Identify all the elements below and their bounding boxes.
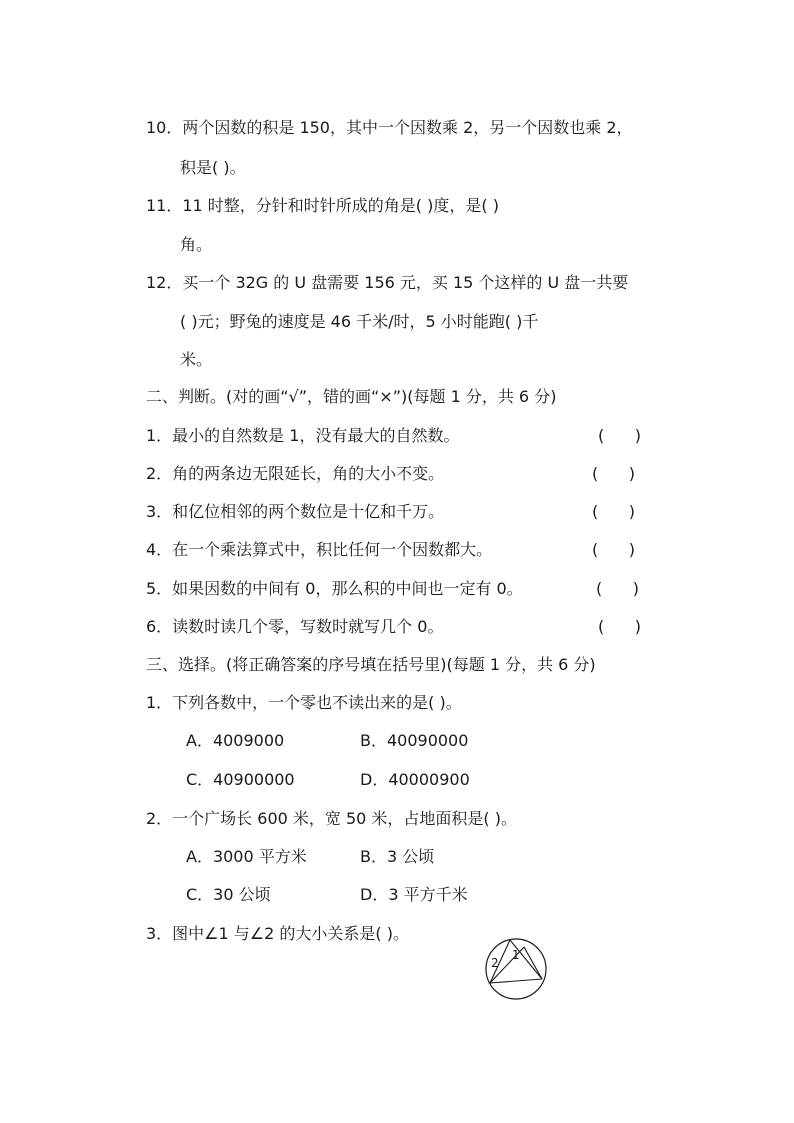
judge-answer-paren-1[interactable]: ( ) xyxy=(598,426,641,445)
choice-section-heading: 三、选择。(将正确答案的序号填在括号里)(每题 1 分，共 6 分) xyxy=(146,655,596,674)
question-11-line-2: 角。 xyxy=(180,235,213,254)
judge-item-3: 3．和亿位相邻的两个数位是十亿和千万。 xyxy=(146,502,445,521)
choice-q2-option-c[interactable]: C．30 公顷 xyxy=(186,885,271,904)
choice-q2-option-a[interactable]: A．3000 平方米 xyxy=(186,847,307,866)
judge-item-4: 4．在一个乘法算式中，积比任何一个因数都大。 xyxy=(146,540,493,559)
choice-q1-option-a[interactable]: A．4009000 xyxy=(186,731,285,750)
figure-chord-base xyxy=(490,979,542,983)
judge-item-2: 2．角的两条边无限延长，角的大小不变。 xyxy=(146,464,445,483)
judge-answer-paren-4[interactable]: ( ) xyxy=(592,540,635,559)
question-12-line-3: 米。 xyxy=(180,350,213,369)
figure-label-angle-2: 2 xyxy=(491,956,499,970)
choice-question-1-stem: 1．下列各数中，一个零也不读出来的是( )。 xyxy=(146,693,462,712)
judge-item-5: 5．如果因数的中间有 0，那么积的中间也一定有 0。 xyxy=(146,579,523,598)
judge-section-heading: 二、判断。(对的画“√”，错的画“×”)(每题 1 分，共 6 分) xyxy=(146,387,557,406)
choice-question-2-stem: 2．一个广场长 600 米，宽 50 米，占地面积是( )。 xyxy=(146,809,517,828)
circle-angle-figure xyxy=(484,937,548,1001)
judge-item-1: 1．最小的自然数是 1，没有最大的自然数。 xyxy=(146,426,460,445)
figure-chord-inner2 xyxy=(524,947,542,979)
judge-answer-paren-6[interactable]: ( ) xyxy=(598,617,641,636)
choice-q1-option-d[interactable]: D．40000900 xyxy=(360,770,470,789)
choice-q1-option-b[interactable]: B．40090000 xyxy=(360,731,469,750)
question-12-line-2: ( )元；野兔的速度是 46 千米/时，5 小时能跑( )千 xyxy=(180,312,539,331)
judge-answer-paren-5[interactable]: ( ) xyxy=(596,579,639,598)
choice-question-3-stem: 3．图中∠1 与∠2 的大小关系是( )。 xyxy=(146,924,409,943)
choice-q1-option-c[interactable]: C．40900000 xyxy=(186,770,295,789)
judge-answer-paren-2[interactable]: ( ) xyxy=(592,464,635,483)
judge-item-6: 6．读数时读几个零，写数时就写几个 0。 xyxy=(146,617,444,636)
choice-q2-option-d[interactable]: D．3 平方千米 xyxy=(360,885,468,904)
figure-label-angle-1: 1 xyxy=(512,948,520,962)
question-10-line-2: 积是( )。 xyxy=(180,158,246,177)
question-12-line-1: 12．买一个 32G 的 U 盘需要 156 元，买 15 个这样的 U 盘一共要 xyxy=(146,273,629,292)
question-11-line-1: 11．11 时整，分针和时针所成的角是( )度，是( ) xyxy=(146,196,499,215)
choice-q2-option-b[interactable]: B．3 公顷 xyxy=(360,847,435,866)
question-10-line-1: 10．两个因数的积是 150，其中一个因数乘 2，另一个因数也乘 2， xyxy=(146,118,633,137)
judge-answer-paren-3[interactable]: ( ) xyxy=(592,502,635,521)
